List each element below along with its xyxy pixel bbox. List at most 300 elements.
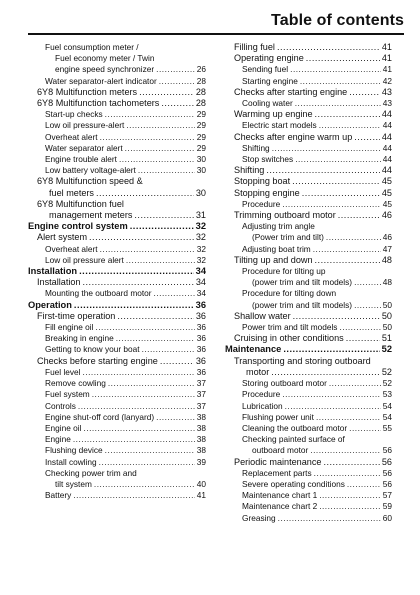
toc-entry[interactable] xyxy=(225,188,392,199)
toc-page-number: 28 xyxy=(195,98,206,109)
toc-section-heading[interactable] xyxy=(28,300,206,311)
dot-leader xyxy=(117,311,194,322)
toc-entry[interactable] xyxy=(28,445,206,456)
dot-leader xyxy=(278,513,381,524)
toc-page-number: 41 xyxy=(382,64,392,75)
toc-page-number: 26 xyxy=(196,64,206,75)
toc-page-number: 41 xyxy=(381,53,392,64)
dot-leader xyxy=(319,501,381,512)
toc-page-number: 52 xyxy=(381,344,392,355)
toc-entry[interactable] xyxy=(225,98,392,109)
toc-entry-text: (power trim and tilt models) xyxy=(252,277,353,288)
dot-leader xyxy=(354,300,381,311)
dot-leader xyxy=(73,490,194,501)
toc-entry[interactable] xyxy=(225,154,392,165)
dot-leader xyxy=(83,423,194,434)
toc-entry[interactable] xyxy=(28,457,206,468)
toc-entry[interactable] xyxy=(225,311,392,322)
dot-leader xyxy=(130,221,194,232)
toc-page-number: 60 xyxy=(382,512,392,523)
dot-leader xyxy=(319,490,381,501)
dot-leader xyxy=(126,120,194,131)
toc-entry-text: Shallow water xyxy=(234,310,291,321)
toc-page-number: 36 xyxy=(195,299,206,310)
dot-leader xyxy=(282,389,380,400)
toc-entry-text: First-time operation xyxy=(37,310,116,321)
toc-entry[interactable] xyxy=(28,154,206,165)
toc-page-number: 37 xyxy=(196,389,206,400)
dot-leader xyxy=(285,401,381,412)
toc-page-number: 38 xyxy=(196,434,206,445)
toc-page-number: 36 xyxy=(195,355,206,366)
dot-leader xyxy=(266,165,380,176)
dot-leader xyxy=(156,412,195,423)
toc-entry-text: Engine trouble alert xyxy=(45,154,117,165)
toc-entry-text: Checks after engine warm up xyxy=(234,131,353,142)
toc-entry-text: motor xyxy=(246,366,270,377)
toc-page-number: 43 xyxy=(381,86,392,97)
toc-entry[interactable] xyxy=(225,501,392,512)
toc-entry-text: Starting engine xyxy=(242,75,298,86)
toc-page-number: 30 xyxy=(195,187,206,198)
toc-entry[interactable] xyxy=(28,87,206,98)
toc-page-number: 56 xyxy=(382,467,392,478)
toc-page-number: 44 xyxy=(381,131,392,142)
toc-entry[interactable] xyxy=(28,401,206,412)
toc-page-number: 28 xyxy=(195,86,206,97)
toc-page-number: 54 xyxy=(382,411,392,422)
title-rule xyxy=(28,33,404,35)
toc-entry[interactable] xyxy=(225,143,392,154)
dot-leader xyxy=(306,53,380,64)
toc-entry-text: Checking painted surface of xyxy=(242,434,345,445)
toc-entry-text: Engine xyxy=(45,434,71,445)
dot-leader xyxy=(100,132,195,143)
toc-entry[interactable] xyxy=(28,98,206,109)
dot-leader xyxy=(139,87,194,98)
dot-leader xyxy=(295,154,381,165)
toc-entry-text: Checking power trim and xyxy=(45,467,137,478)
toc-entry-text: Flushing power unit xyxy=(242,411,314,422)
toc-page-number: 42 xyxy=(382,75,392,86)
toc-entry-text: Engine oil xyxy=(45,422,82,433)
dot-leader xyxy=(161,98,194,109)
toc-entry-text: Lubrication xyxy=(242,400,283,411)
toc-entry-text: Remove cowling xyxy=(45,378,106,389)
toc-entry[interactable] xyxy=(28,277,206,288)
toc-entry[interactable] xyxy=(225,255,392,266)
toc-entry[interactable] xyxy=(28,42,206,76)
toc-entry-text: 6Y8 Multifunction speed & xyxy=(37,176,143,187)
toc-entry[interactable] xyxy=(225,199,392,210)
toc-entry-text: Shifting xyxy=(242,142,270,153)
dot-leader xyxy=(302,188,380,199)
toc-entry[interactable] xyxy=(225,42,392,53)
toc-entry-text: 6Y8 Multifunction fuel xyxy=(37,198,124,209)
toc-section-heading[interactable] xyxy=(28,266,206,277)
toc-entry-text: Fuel economy meter / Twin xyxy=(55,53,155,64)
toc-page-number: 29 xyxy=(196,109,206,120)
toc-page-number: 34 xyxy=(195,277,206,288)
dot-leader xyxy=(282,199,380,210)
toc-page-number: 45 xyxy=(381,187,392,198)
toc-entry[interactable] xyxy=(28,367,206,378)
dot-leader xyxy=(271,367,380,378)
toc-entry-text: fuel meters xyxy=(49,187,94,198)
toc-entry[interactable] xyxy=(28,344,206,355)
toc-page-number: 50 xyxy=(382,322,392,333)
toc-entry[interactable] xyxy=(28,244,206,255)
toc-page-number: 36 xyxy=(196,366,206,377)
dot-leader xyxy=(160,356,194,367)
toc-page-number: 44 xyxy=(381,109,392,120)
toc-entry[interactable] xyxy=(225,513,392,524)
dot-leader xyxy=(346,333,380,344)
toc-entry[interactable] xyxy=(28,311,206,322)
dot-leader xyxy=(272,143,381,154)
toc-entry-text: Procedure xyxy=(242,389,281,400)
toc-page-number: 56 xyxy=(382,445,392,456)
toc-entry-text: Procedure for tilting down xyxy=(242,288,337,299)
dot-leader xyxy=(347,479,381,490)
toc-entry[interactable] xyxy=(28,423,206,434)
dot-leader xyxy=(349,423,381,434)
toc-entry-text: Adjusting trim angle xyxy=(242,221,315,232)
toc-page-number: 59 xyxy=(382,501,392,512)
toc-entry-text: Storing outboard motor xyxy=(242,378,327,389)
toc-entry-text: Checks before starting engine xyxy=(37,355,158,366)
dot-leader xyxy=(310,445,380,456)
toc-entry[interactable] xyxy=(28,322,206,333)
toc-column-left xyxy=(28,42,206,501)
toc-entry-text: Breaking in engine xyxy=(45,333,114,344)
toc-entry[interactable] xyxy=(28,165,206,176)
dot-leader xyxy=(290,64,381,75)
toc-page-number: 50 xyxy=(381,310,392,321)
toc-page-number: 46 xyxy=(382,232,392,243)
toc-page-number: 32 xyxy=(196,243,206,254)
toc-entry[interactable] xyxy=(225,333,392,344)
dot-leader xyxy=(338,210,380,221)
dot-leader xyxy=(116,333,195,344)
toc-entry[interactable] xyxy=(225,244,392,255)
toc-entry[interactable] xyxy=(28,434,206,445)
toc-entry-text: Fill engine oil xyxy=(45,322,94,333)
toc-entry-text: tilt system xyxy=(55,478,92,489)
toc-entry[interactable] xyxy=(28,143,206,154)
toc-page-number: 30 xyxy=(196,154,206,165)
toc-entry[interactable] xyxy=(225,76,392,87)
dot-leader xyxy=(295,98,381,109)
toc-page-number: 50 xyxy=(382,299,392,310)
toc-page-number: 36 xyxy=(196,322,206,333)
toc-entry-text: Start-up checks xyxy=(45,109,103,120)
dot-leader xyxy=(313,244,381,255)
dot-leader xyxy=(105,445,195,456)
toc-entry[interactable] xyxy=(225,53,392,64)
toc-entry-text: Installation xyxy=(28,266,78,277)
toc-entry-text: Alert system xyxy=(37,232,88,243)
toc-entry[interactable] xyxy=(225,434,392,456)
toc-entry-text: Power trim and tilt models xyxy=(242,322,338,333)
toc-entry-text: Electric start models xyxy=(242,120,317,131)
toc-entry[interactable] xyxy=(225,221,392,243)
dot-leader xyxy=(349,87,380,98)
dot-leader xyxy=(156,64,195,75)
toc-entry-text: Operating engine xyxy=(234,53,304,64)
toc-entry[interactable] xyxy=(28,468,206,490)
toc-entry[interactable] xyxy=(28,490,206,501)
dot-leader xyxy=(319,120,381,131)
toc-page-number: 41 xyxy=(381,42,392,52)
toc-entry-text: Maintenance chart 1 xyxy=(242,490,318,501)
toc-section-heading[interactable] xyxy=(225,344,392,355)
dot-leader xyxy=(74,300,194,311)
toc-entry[interactable] xyxy=(28,176,206,198)
dot-leader xyxy=(293,311,380,322)
toc-entry-text: outboard motor xyxy=(252,445,309,456)
toc-entry-text: Transporting and storing outboard xyxy=(234,355,371,366)
toc-entry-text: Procedure for tilting up xyxy=(242,266,326,277)
toc-entry[interactable] xyxy=(28,120,206,131)
toc-page-number: 52 xyxy=(381,366,392,377)
toc-entry-text: Shifting xyxy=(234,165,265,176)
toc-page-number: 36 xyxy=(196,344,206,355)
toc-entry-text: Mounting the outboard motor xyxy=(45,288,152,299)
toc-entry-text: Trimming outboard motor xyxy=(234,210,336,221)
toc-page-number: 34 xyxy=(195,266,206,277)
toc-entry-text: 6Y8 Multifunction meters xyxy=(37,86,138,97)
dot-leader xyxy=(83,367,195,378)
toc-entry-text: Water separator-alert indicator xyxy=(45,75,157,86)
dot-leader xyxy=(142,344,195,355)
dot-leader xyxy=(326,232,381,243)
dot-leader xyxy=(138,165,195,176)
toc-entry[interactable] xyxy=(225,378,392,389)
toc-page-number: 56 xyxy=(382,478,392,489)
toc-entry-text: Sending fuel xyxy=(242,64,289,75)
toc-page-number: 41 xyxy=(196,490,206,501)
toc-entry-text: Install cowling xyxy=(45,456,97,467)
dot-leader xyxy=(108,378,195,389)
toc-entry-text: Operation xyxy=(28,299,72,310)
dot-leader xyxy=(89,232,194,243)
toc-entry[interactable] xyxy=(225,490,392,501)
toc-page-number: 39 xyxy=(196,456,206,467)
toc-entry[interactable] xyxy=(28,232,206,243)
dot-leader xyxy=(100,244,195,255)
toc-page-number: 56 xyxy=(381,456,392,467)
toc-entry-text: Getting to know your boat xyxy=(45,344,140,355)
toc-page-number: 37 xyxy=(196,378,206,389)
toc-page-number: 32 xyxy=(196,254,206,265)
toc-entry[interactable] xyxy=(28,109,206,120)
toc-entry[interactable] xyxy=(28,199,206,221)
toc-page-number: 48 xyxy=(381,254,392,265)
toc-entry-text: Fuel system xyxy=(45,389,90,400)
dot-leader xyxy=(314,468,381,479)
toc-entry-text: Low oil pressure alert xyxy=(45,254,124,265)
dot-leader xyxy=(126,255,195,266)
toc-entry[interactable] xyxy=(225,322,392,333)
toc-page-number: 40 xyxy=(196,478,206,489)
toc-entry[interactable] xyxy=(28,255,206,266)
toc-entry[interactable] xyxy=(225,423,392,434)
toc-page-number: 38 xyxy=(196,411,206,422)
toc-entry-text: (Power trim and tilt) xyxy=(252,232,324,243)
dot-leader xyxy=(99,457,195,468)
toc-entry-text: Flushing device xyxy=(45,445,103,456)
page-title: Table of contents xyxy=(271,12,404,29)
toc-entry-text: Cleaning the outboard motor xyxy=(242,422,348,433)
dot-leader xyxy=(315,109,380,120)
toc-page-number: 29 xyxy=(196,142,206,153)
dot-leader xyxy=(73,434,195,445)
toc-entry-text: Replacement parts xyxy=(242,467,312,478)
toc-entry[interactable] xyxy=(28,389,206,400)
toc-page-number: 32 xyxy=(195,221,206,232)
dot-leader xyxy=(78,401,195,412)
dot-leader xyxy=(339,322,380,333)
toc-page-number: 36 xyxy=(195,310,206,321)
toc-page-number: 51 xyxy=(381,333,392,344)
toc-entry[interactable] xyxy=(225,288,392,310)
toc-entry[interactable] xyxy=(28,76,206,87)
toc-page-number: 29 xyxy=(196,120,206,131)
toc-entry-text: Tilting up and down xyxy=(234,254,313,265)
toc-entry-text: Stop switches xyxy=(242,154,294,165)
dot-leader xyxy=(323,457,379,468)
toc-entry[interactable] xyxy=(225,468,392,479)
toc-entry[interactable] xyxy=(225,412,392,423)
toc-entry[interactable] xyxy=(225,87,392,98)
toc-page-number: 34 xyxy=(196,288,206,299)
toc-page-number: 44 xyxy=(382,120,392,131)
toc-entry-text: Periodic maintenance xyxy=(234,456,322,467)
toc-entry-text: Adjusting boat trim xyxy=(242,243,311,254)
toc-page-number: 44 xyxy=(381,165,392,176)
toc-entry[interactable] xyxy=(225,64,392,75)
toc-entry[interactable] xyxy=(28,378,206,389)
toc-entry[interactable] xyxy=(225,389,392,400)
toc-page-number: 45 xyxy=(381,176,392,187)
toc-page-number: 57 xyxy=(382,490,392,501)
toc-entry-text: Greasing xyxy=(242,512,276,523)
toc-entry[interactable] xyxy=(225,266,392,288)
toc-entry-text: Maintenance xyxy=(225,344,282,355)
toc-page-number: 43 xyxy=(382,98,392,109)
toc-entry-text: Stopping boat xyxy=(234,176,291,187)
toc-entry-text: Fuel level xyxy=(45,366,81,377)
toc-page-number: 44 xyxy=(382,142,392,153)
toc-entry-text: Severe operating conditions xyxy=(242,478,345,489)
toc-entry[interactable] xyxy=(225,165,392,176)
toc-page-number: 32 xyxy=(195,232,206,243)
toc-entry[interactable] xyxy=(225,109,392,120)
toc-entry-text: Engine control system xyxy=(28,221,128,232)
toc-page-number: 37 xyxy=(196,400,206,411)
dot-leader xyxy=(354,132,380,143)
dot-leader xyxy=(92,389,195,400)
toc-entry[interactable] xyxy=(28,412,206,423)
toc-entry-text: Overheat alert xyxy=(45,243,98,254)
dot-leader xyxy=(316,412,381,423)
dot-leader xyxy=(125,143,195,154)
toc-entry-text: Overheat alert xyxy=(45,131,98,142)
toc-page-number: 36 xyxy=(196,333,206,344)
dot-leader xyxy=(134,210,193,221)
toc-entry-text: Procedure xyxy=(242,198,281,209)
toc-entry-text: Fuel consumption meter / xyxy=(45,42,139,52)
toc-entry[interactable] xyxy=(225,120,392,131)
toc-entry-text: Warming up engine xyxy=(234,109,313,120)
toc-entry-text: Installation xyxy=(37,277,81,288)
toc-entry-text: Controls xyxy=(45,400,76,411)
toc-page-number: 46 xyxy=(381,210,392,221)
toc-entry-text: engine speed synchronizer xyxy=(55,64,155,75)
toc-entry[interactable] xyxy=(225,132,392,143)
toc-page-number: 55 xyxy=(382,422,392,433)
toc-page-number: 30 xyxy=(196,165,206,176)
toc-entry-text: Filling fuel xyxy=(234,42,275,52)
toc-entry-text: Maintenance chart 2 xyxy=(242,501,318,512)
toc-entry-text: management meters xyxy=(49,210,133,221)
toc-entry[interactable] xyxy=(225,210,392,221)
toc-entry-text: 6Y8 Multifunction tachometers xyxy=(37,98,160,109)
toc-entry-text: Cooling water xyxy=(242,98,293,109)
dot-leader xyxy=(82,277,193,288)
toc-entry[interactable] xyxy=(225,356,392,378)
toc-entry-text: Battery xyxy=(45,490,72,501)
toc-entry-text: Cruising in other conditions xyxy=(234,333,344,344)
dot-leader xyxy=(159,76,195,87)
toc-entry[interactable] xyxy=(225,479,392,490)
dot-leader xyxy=(277,42,380,53)
toc-entry[interactable] xyxy=(28,356,206,367)
dot-leader xyxy=(95,322,194,333)
toc-page-number: 53 xyxy=(382,389,392,400)
toc-page-number: 48 xyxy=(382,277,392,288)
dot-leader xyxy=(105,109,195,120)
toc-page-number: 54 xyxy=(382,400,392,411)
toc-page-number: 44 xyxy=(382,154,392,165)
toc-entry-text: Engine shut-off cord (lanyard) xyxy=(45,411,155,422)
toc-page-number: 28 xyxy=(196,75,206,86)
toc-page-number: 52 xyxy=(382,378,392,389)
toc-entry-text: Water separator alert xyxy=(45,142,123,153)
toc-entry-text: Low oil pressure-alert xyxy=(45,120,125,131)
toc-entry-text: Stopping engine xyxy=(234,187,300,198)
dot-leader xyxy=(354,277,381,288)
dot-leader xyxy=(315,255,380,266)
toc-entry[interactable] xyxy=(28,288,206,299)
toc-entry[interactable] xyxy=(28,132,206,143)
toc-entry[interactable] xyxy=(225,457,392,468)
toc-page-number: 31 xyxy=(195,210,206,221)
toc-section-heading[interactable] xyxy=(28,221,206,232)
toc-entry[interactable] xyxy=(28,333,206,344)
toc-entry-text: (power trim and tilt models) xyxy=(252,299,353,310)
toc-entry[interactable] xyxy=(225,401,392,412)
dot-leader xyxy=(119,154,195,165)
toc-column-right xyxy=(225,42,392,524)
toc-page-number: 38 xyxy=(196,422,206,433)
toc-entry[interactable] xyxy=(225,176,392,187)
dot-leader xyxy=(94,479,195,490)
toc-page-number: 47 xyxy=(382,243,392,254)
dot-leader xyxy=(154,288,195,299)
toc-entry-text: Low battery voltage-alert xyxy=(45,165,136,176)
